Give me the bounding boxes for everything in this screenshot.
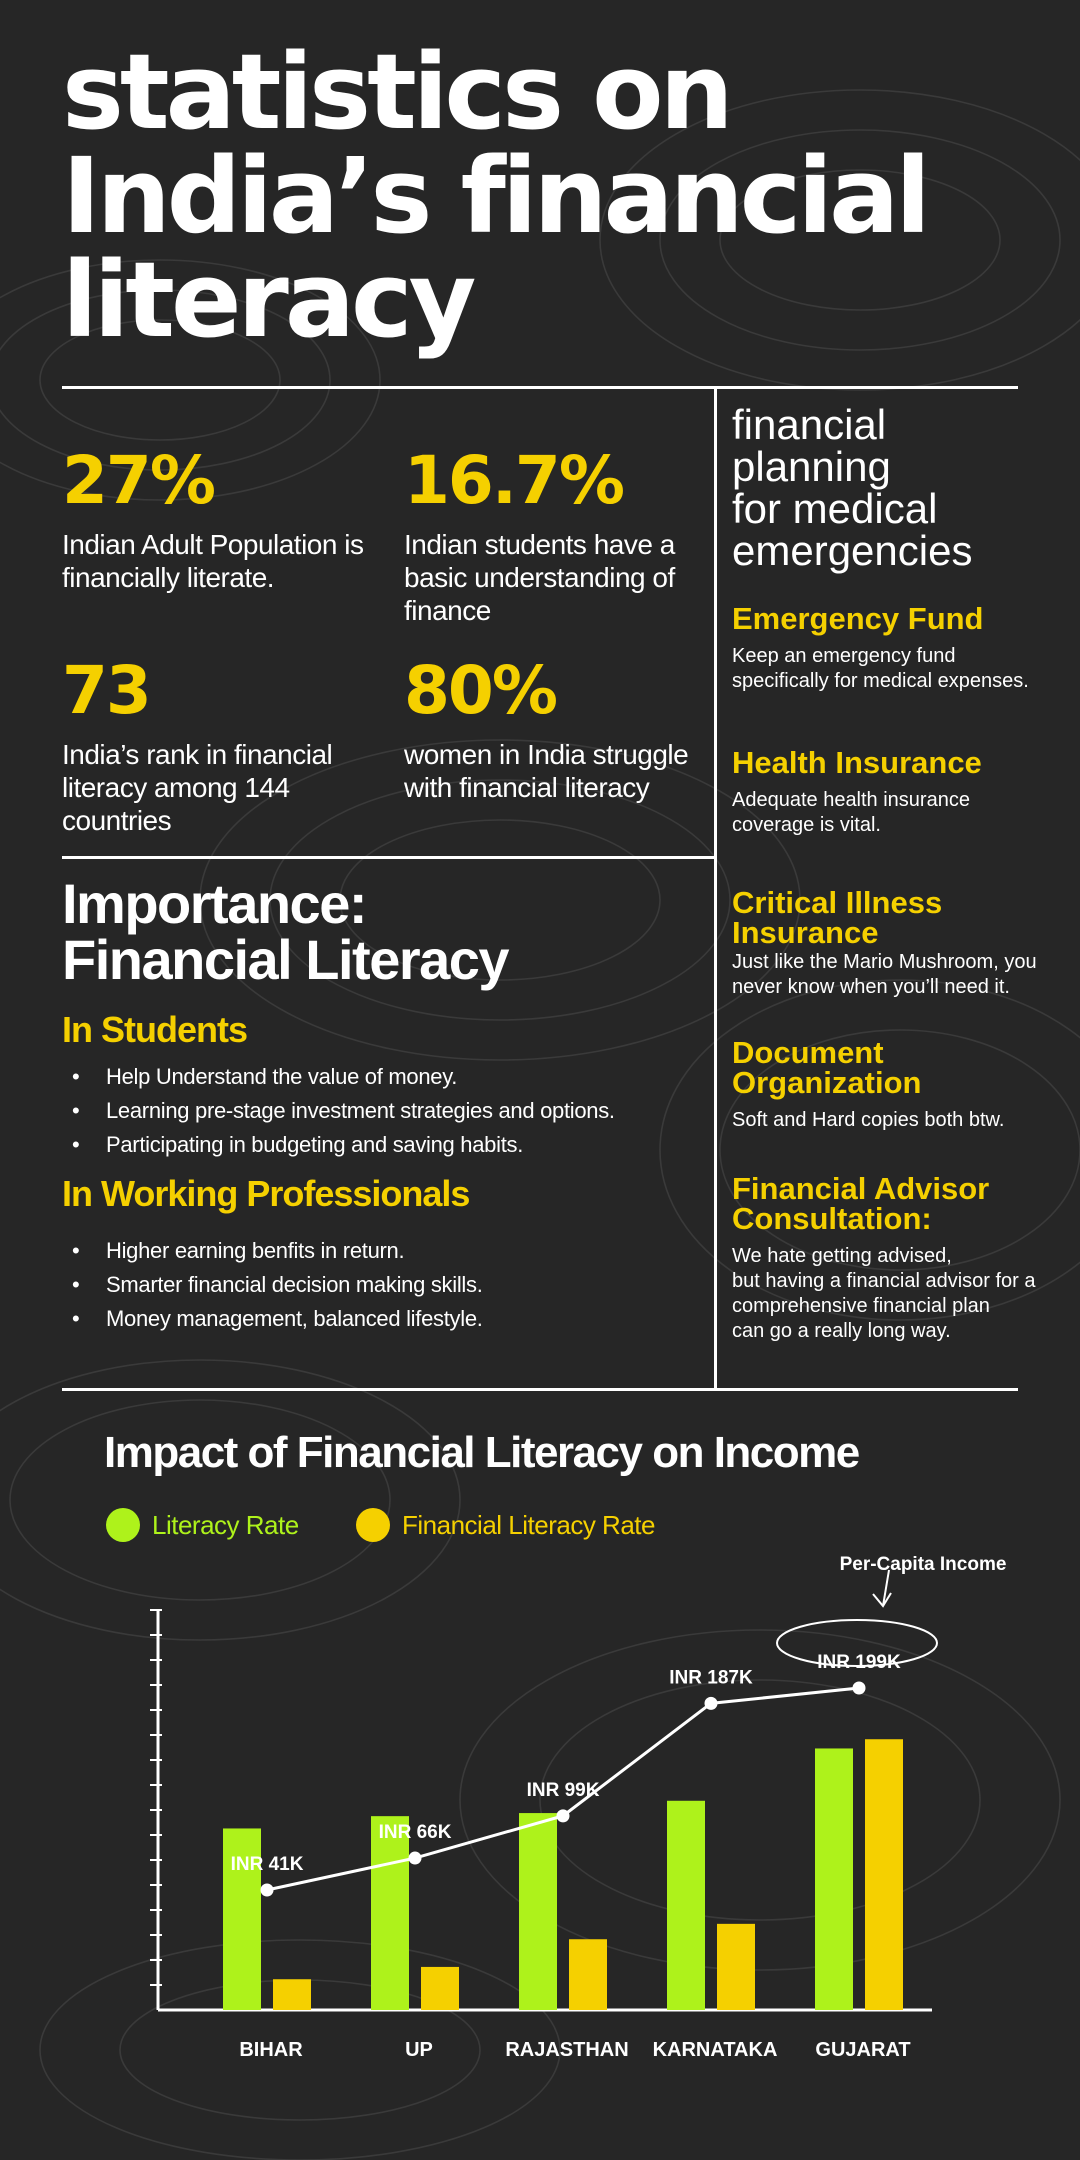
legend-label-literacy: Literacy Rate — [152, 1510, 299, 1540]
tip-text-line: coverage is vital. — [732, 814, 881, 836]
income-point — [853, 1682, 866, 1695]
tip-text-line: can go a really long way. — [732, 1320, 951, 1342]
bar-literacy-rate — [519, 1813, 557, 2010]
tip-heading-line: Emergency Fund — [732, 601, 984, 636]
list-item: • Participating in budgeting and saving habits. — [106, 1128, 702, 1162]
tip-heading-line: Insurance — [732, 915, 879, 950]
title-line-3: literacy — [62, 239, 473, 361]
bar-financial-literacy-rate — [569, 1939, 607, 2010]
stat-description: Indian Adult Population is financially literate. — [62, 529, 364, 593]
tip-text-line: Keep an emergency fund — [732, 645, 956, 667]
income-data-label: INR 66K — [378, 1822, 452, 1844]
x-tick-label: RAJASTHAN — [505, 2039, 629, 2061]
professionals-heading: In Working Professionals — [62, 1173, 470, 1214]
income-point — [557, 1809, 570, 1822]
x-tick-label: BIHAR — [239, 2039, 303, 2061]
stat-value: 80% — [404, 652, 556, 729]
importance-title-line-2: Financial Literacy — [62, 928, 509, 991]
bar-financial-literacy-rate — [421, 1967, 459, 2010]
stat-value: 16.7% — [404, 442, 623, 519]
list-item: • Higher earning benfits in return. — [106, 1234, 702, 1268]
tip-text-line: comprehensive financial plan — [732, 1295, 990, 1317]
income-point — [261, 1884, 274, 1897]
tip-text-line: We hate getting advised, — [732, 1245, 952, 1267]
tip-heading-line: Document — [732, 1035, 884, 1070]
list-item: • Smarter financial decision making skills. — [106, 1268, 702, 1302]
tip-heading-line: Organization — [732, 1065, 922, 1100]
income-data-label: INR 187K — [669, 1667, 753, 1689]
stat-description: women in India struggle with financial literacy — [404, 739, 689, 803]
tip-text-line: Soft and Hard copies both btw. — [732, 1109, 1005, 1131]
importance-title-line-1: Importance: — [62, 872, 366, 935]
list-item: • Learning pre-stage investment strategies and options. — [106, 1094, 702, 1128]
tip-text-line: Just like the Mario Mushroom, you — [732, 951, 1037, 973]
title-line-1: statistics on — [62, 31, 730, 153]
bar-financial-literacy-rate — [865, 1739, 903, 2010]
stat-value: 27% — [62, 442, 214, 519]
title-line-2: India’s financial — [62, 135, 927, 257]
tip-heading-line: Health Insurance — [732, 745, 982, 780]
tip-heading-line: Financial Advisor — [732, 1171, 990, 1206]
list-item: • Money management, balanced lifestyle. — [106, 1302, 702, 1336]
panel-title-line-4: emergencies — [732, 527, 973, 574]
chart-title: Impact of Financial Literacy on Income — [104, 1428, 859, 1477]
x-tick-label: KARNATAKA — [652, 2039, 778, 2061]
stat-description: India’s rank in financial literacy among 144 countries — [62, 739, 333, 836]
tip-heading-line: Consultation: — [732, 1201, 932, 1236]
bar-literacy-rate — [667, 1801, 705, 2010]
tip-text-line: Adequate health insurance — [732, 789, 970, 811]
tip-text-line: specifically for medical expenses. — [732, 670, 1029, 692]
panel-title-line-3: for medical — [732, 485, 938, 532]
legend-label-financial-literacy: Financial Literacy Rate — [402, 1510, 655, 1540]
x-tick-label: GUJARAT — [815, 2039, 911, 2061]
stat-description: Indian students have a basic understanding of finance — [404, 529, 675, 626]
income-data-label: INR 199K — [817, 1652, 901, 1673]
tip-heading-line: Critical Illness — [732, 885, 943, 920]
income-point — [409, 1852, 422, 1865]
stat-value: 73 — [62, 652, 150, 729]
students-heading: In Students — [62, 1009, 247, 1050]
bar-financial-literacy-rate — [273, 1979, 311, 2010]
tip-text-line: but having a financial advisor for a — [732, 1270, 1036, 1292]
panel-title-line-1: financial — [732, 401, 887, 448]
income-data-label: INR 41K — [230, 1854, 304, 1875]
x-tick-label: UP — [405, 2039, 433, 2061]
income-data-label: INR 99K — [526, 1779, 600, 1801]
income-point — [705, 1697, 718, 1710]
list-item: • Help Understand the value of money. — [106, 1060, 702, 1094]
per-capita-income-annotation: Per-Capita Income — [839, 1554, 1007, 1575]
bar-literacy-rate — [815, 1748, 853, 2010]
annotation-arrow-head — [873, 1593, 891, 1606]
bar-literacy-rate — [371, 1816, 409, 2010]
bar-financial-literacy-rate — [717, 1924, 755, 2010]
panel-title-line-2: planning — [732, 443, 891, 490]
tip-text-line: never know when you’ll need it. — [732, 976, 1010, 998]
